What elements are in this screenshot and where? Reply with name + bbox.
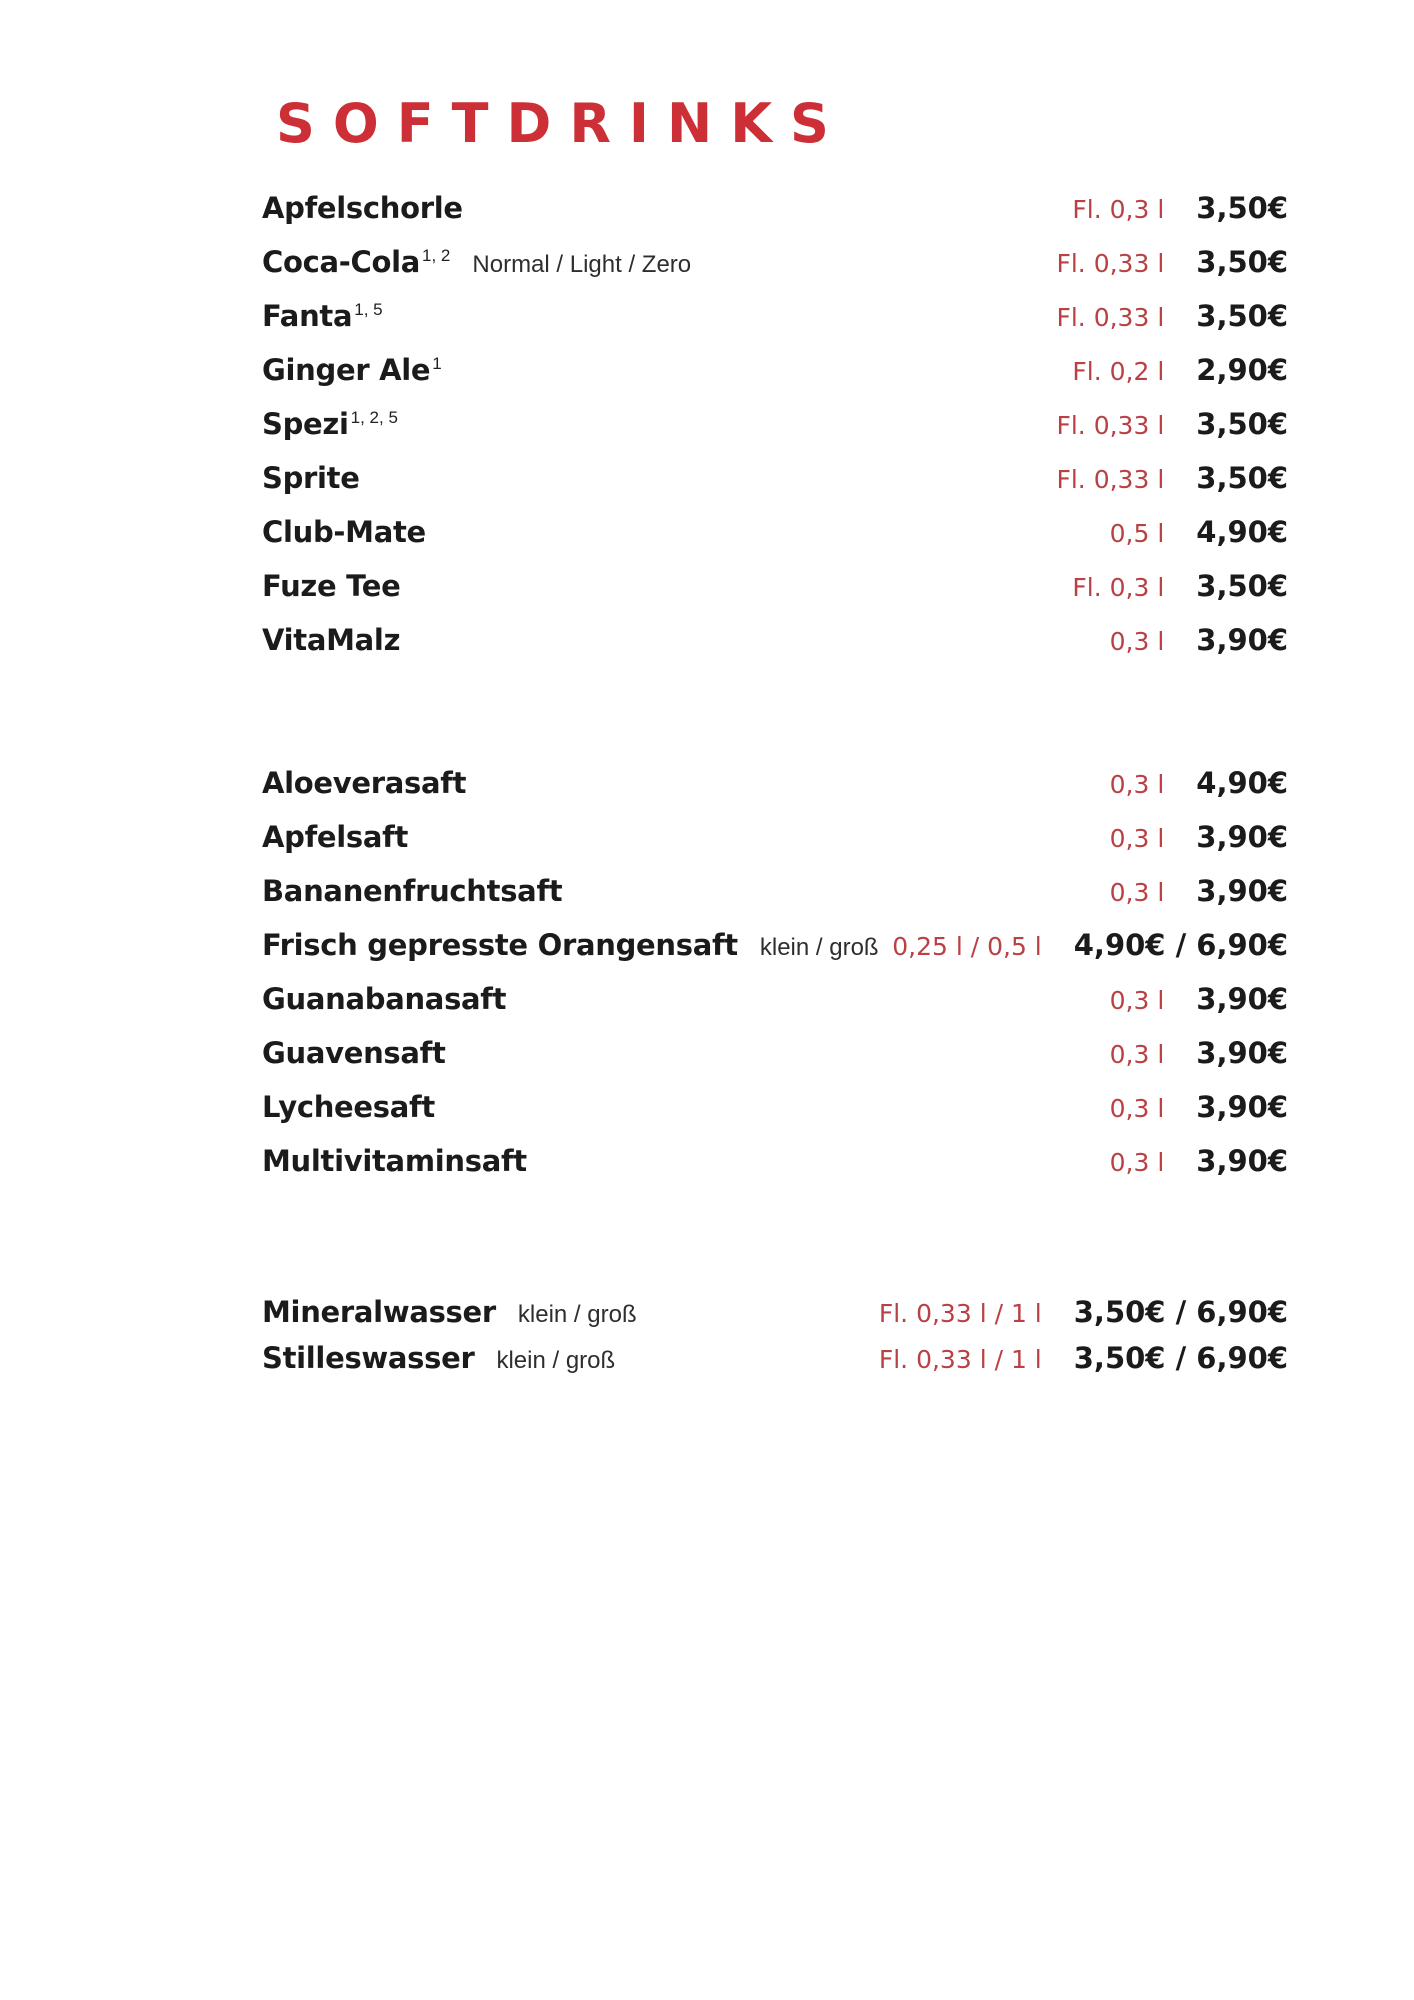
- item-size: Fl. 0,3 l: [1072, 573, 1165, 602]
- item-label: [262, 928, 892, 962]
- item-price: 4,90€: [1196, 515, 1288, 549]
- menu-row-apfelschorle: [262, 191, 1288, 245]
- item-price: 3,50€: [1196, 245, 1288, 279]
- item-size: 0,3 l: [1109, 1094, 1165, 1123]
- item-size: Fl. 0,2 l: [1072, 357, 1165, 386]
- menu-row-sprite: [262, 461, 1288, 515]
- item-size: 0,3 l: [1109, 1148, 1165, 1177]
- item-label: [262, 353, 1072, 387]
- item-label: [262, 569, 1072, 603]
- item-price: 3,50€: [1196, 407, 1288, 441]
- item-price: 3,90€: [1196, 1036, 1288, 1070]
- item-name: Fuze Tee: [262, 569, 401, 603]
- item-size: 0,3 l: [1109, 627, 1165, 656]
- item-size: 0,3 l: [1109, 1040, 1165, 1069]
- item-name: Coca-Cola: [262, 245, 421, 279]
- item-label: [262, 982, 1110, 1016]
- item-variant-note: klein / groß: [759, 934, 879, 961]
- menu-row-vitamalz: [262, 623, 1288, 677]
- item-name: Bananenfruchtsaft: [262, 874, 563, 908]
- item-variant-note: Normal / Light / Zero: [472, 251, 692, 278]
- item-price: 3,90€: [1196, 1090, 1288, 1124]
- item-label: [262, 191, 1072, 225]
- menu-row-club-mate: [262, 515, 1288, 569]
- menu-row-orangensaft: [262, 928, 1288, 982]
- item-name: Apfelsaft: [262, 820, 409, 854]
- item-price: 3,50€ / 6,90€: [1073, 1295, 1288, 1329]
- item-name: Frisch gepresste Orangensaft: [262, 928, 738, 962]
- item-label: [262, 1295, 879, 1329]
- item-price: 3,50€: [1196, 461, 1288, 495]
- item-size: 0,25 l / 0,5 l: [892, 932, 1042, 961]
- item-price: 4,90€ / 6,90€: [1073, 928, 1288, 962]
- menu-row-multivitaminsaft: [262, 1144, 1288, 1198]
- item-label: [262, 515, 1110, 549]
- item-price: 4,90€: [1196, 766, 1288, 800]
- item-price: 3,50€: [1196, 569, 1288, 603]
- item-size: Fl. 0,3 l: [1072, 195, 1165, 224]
- menu-row-stilleswasser: [262, 1341, 1288, 1387]
- item-name: Club-Mate: [262, 515, 426, 549]
- item-label: [262, 766, 1110, 800]
- item-size: 0,3 l: [1109, 986, 1165, 1015]
- item-size: Fl. 0,33 l: [1056, 465, 1165, 494]
- item-name: Sprite: [262, 461, 360, 495]
- item-name: Apfelschorle: [262, 191, 463, 225]
- item-name: Stilleswasser: [262, 1341, 475, 1375]
- menu-row-spezi: [262, 407, 1288, 461]
- item-name: Ginger Ale: [262, 353, 431, 387]
- item-label: [262, 820, 1110, 854]
- item-size: Fl. 0,33 l / 1 l: [878, 1345, 1042, 1374]
- item-footnote: 1, 2: [422, 246, 451, 266]
- page-title: SOFTDRINKS: [276, 92, 847, 155]
- item-name: Spezi: [262, 407, 349, 441]
- item-variant-note: klein / groß: [517, 1301, 637, 1328]
- item-name: Guanabanasaft: [262, 982, 507, 1016]
- item-size: Fl. 0,33 l / 1 l: [878, 1299, 1042, 1328]
- item-label: [262, 874, 1110, 908]
- menu-row-mineralwasser: [262, 1295, 1288, 1341]
- item-footnote: 1: [432, 354, 442, 374]
- item-label: [262, 245, 1056, 279]
- item-variant-note: klein / groß: [496, 1347, 616, 1374]
- menu-row-aloeverasaft: [262, 766, 1288, 820]
- menu-row-guanabanasaft: [262, 982, 1288, 1036]
- item-price: 2,90€: [1196, 353, 1288, 387]
- item-price: 3,50€: [1196, 191, 1288, 225]
- item-footnote: 1, 5: [354, 300, 383, 320]
- item-name: Fanta: [262, 299, 353, 333]
- menu-row-guavensaft: [262, 1036, 1288, 1090]
- menu-content: [262, 0, 1288, 1387]
- item-price: 3,90€: [1196, 982, 1288, 1016]
- menu-row-coca-cola: [262, 245, 1288, 299]
- menu-row-fanta: [262, 299, 1288, 353]
- item-name: Lycheesaft: [262, 1090, 435, 1124]
- item-size: 0,3 l: [1109, 878, 1165, 907]
- item-size: Fl. 0,33 l: [1056, 411, 1165, 440]
- item-footnote: 1, 2, 5: [350, 408, 398, 428]
- item-price: 3,90€: [1196, 623, 1288, 657]
- item-label: [262, 299, 1056, 333]
- item-price: 3,50€: [1196, 299, 1288, 333]
- item-size: 0,3 l: [1109, 770, 1165, 799]
- item-name: Guavensaft: [262, 1036, 446, 1070]
- item-size: Fl. 0,33 l: [1056, 249, 1165, 278]
- section-carbonated: [262, 191, 1288, 677]
- item-label: [262, 1144, 1110, 1178]
- menu-row-lycheesaft: [262, 1090, 1288, 1144]
- item-size: Fl. 0,33 l: [1056, 303, 1165, 332]
- item-name: Multivitaminsaft: [262, 1144, 527, 1178]
- item-price: 3,90€: [1196, 820, 1288, 854]
- item-price: 3,90€: [1196, 1144, 1288, 1178]
- menu-row-ginger-ale: [262, 353, 1288, 407]
- item-label: [262, 1036, 1110, 1070]
- menu-row-apfelsaft: [262, 820, 1288, 874]
- section-juices: [262, 766, 1288, 1198]
- item-label: [262, 623, 1110, 657]
- menu-row-bananenfruchtsaft: [262, 874, 1288, 928]
- item-name: Aloeverasaft: [262, 766, 467, 800]
- item-name: VitaMalz: [262, 623, 401, 657]
- menu-row-fuze-tee: [262, 569, 1288, 623]
- item-price: 3,50€ / 6,90€: [1073, 1341, 1288, 1375]
- item-size: 0,5 l: [1109, 519, 1165, 548]
- section-water: [262, 1295, 1288, 1387]
- item-price: 3,90€: [1196, 874, 1288, 908]
- item-label: [262, 407, 1056, 441]
- item-name: Mineralwasser: [262, 1295, 496, 1329]
- item-size: 0,3 l: [1109, 824, 1165, 853]
- item-label: [262, 1090, 1110, 1124]
- item-label: [262, 1341, 879, 1375]
- item-label: [262, 461, 1056, 495]
